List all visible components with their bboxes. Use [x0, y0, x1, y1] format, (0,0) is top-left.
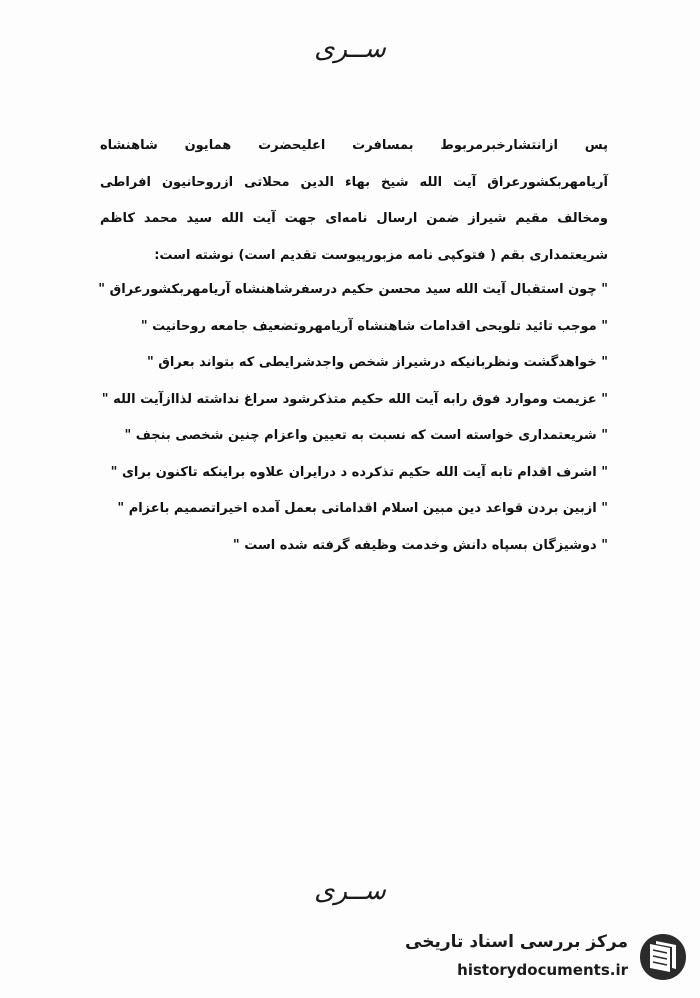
classification-stamp-top: ســری [314, 34, 386, 64]
classification-stamp-bottom: ســری [314, 876, 386, 906]
quoted-line: " دوشیزگان بسپاه دانش وخدمت وظیفه گرفته شده است " [232, 537, 608, 553]
archive-logo-icon [636, 930, 690, 984]
archive-watermark [330, 928, 690, 990]
quoted-line: " شریعتمداری خواسته است که نسبت به تعیین واعزام چنین شخصی بنجف " [124, 428, 608, 443]
quoted-line: " ازبین بردن قواعد دین مبین اسلام اقداماتی بعمل آمده اخیراتصمیم باعزام " [117, 501, 608, 516]
watermark-title: مرکز بررسی اسناد تاریخی [405, 932, 628, 952]
quoted-line: " خواهدگشت ونظربانیکه درشیراز شخص واجدشرایطی که بتواند بعراق " [146, 355, 608, 370]
quoted-line: " عزیمت وموارد فوق رابه آیت الله حکیم متذکرشود سراغ نداشته لذاازآیت الله " [101, 391, 608, 407]
intro-paragraph: پس ازانتشارخبرمربوط بمسافرت اعلیحضرت همایون شاهنشاه آریامهربکشورعراق آیت الله شیخ بهاء الدین محلاتی ازروحانیون افراطی ومخالف مقیم شیراز ضمن ارسال نامه‌ای جهت آیت الله سید محمد کاظم شریعتمداری بقم ( فتوکپی نامه مزبورپیوست تقدیم است) نوشته است: [100, 138, 608, 263]
quoted-line: " چون استقبال آیت الله سید محسن حکیم درسفرشاهنشاه آریامهربکشورعراق " [98, 282, 608, 297]
watermark-url: historydocuments.ir [457, 961, 628, 979]
quoted-line: " اشرف اقدام تابه آیت الله حکیم تذکرده د درایران علاوه براینکه تاکنون برای " [110, 464, 608, 480]
quoted-line: " موجب تائید تلویحی اقدامات شاهنشاه آریامهروتضعیف جامعه روحانیت " [140, 318, 608, 334]
quoted-text-block [88, 272, 608, 564]
